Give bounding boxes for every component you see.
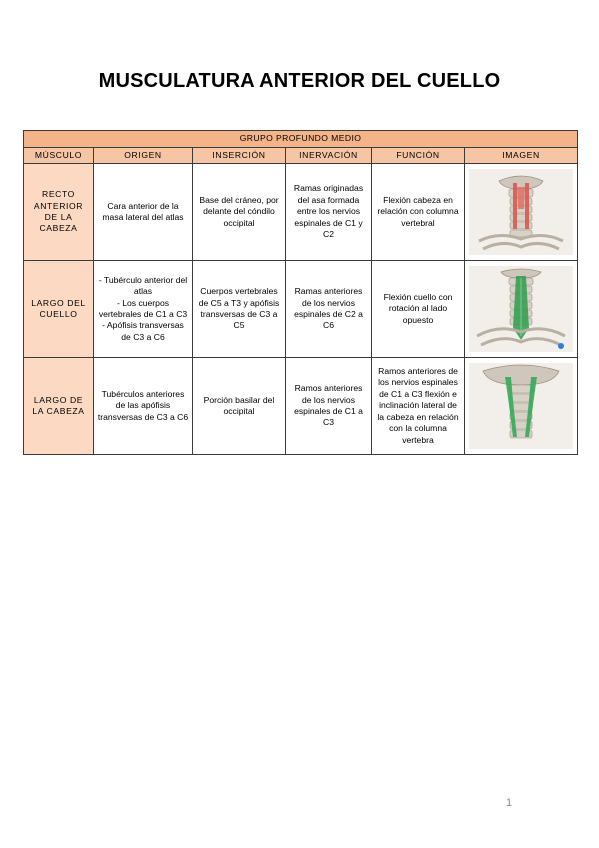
image-cell (465, 164, 578, 261)
innervation-cell: Ramas originadas del asa formada entre los nervios espinales de C1 y C2 (286, 164, 372, 261)
table-row (24, 358, 578, 455)
muscle-name-cell: LARGO DE LA CABEZA (24, 358, 94, 455)
origin-cell: Tubérculos anteriores de las apófisis transversas de C3 a C6 (94, 358, 193, 455)
column-header-origin: ORIGEN (94, 148, 193, 164)
origin-cell: - Tubérculo anterior del atlas - Los cuerpos vertebrales de C1 a C3 - Apófisis transversas de C3 a C6 (94, 261, 193, 358)
cervical-spine-anatomy-icon (469, 169, 573, 255)
column-header-row (24, 148, 578, 164)
table-row (24, 164, 578, 261)
column-header-insertion: INSERCIÓN (193, 148, 286, 164)
cervical-spine-anatomy-icon (469, 363, 573, 449)
innervation-cell: Ramas anteriores de los nervios espinales de C2 a C6 (286, 261, 372, 358)
cervical-spine-anatomy-icon (469, 266, 573, 352)
muscle-table (23, 130, 578, 455)
function-cell: Flexión cuello con rotación al lado opuesto (372, 261, 465, 358)
document-title: MUSCULATURA ANTERIOR DEL CUELLO (98, 70, 501, 92)
muscle-name-cell: RECTO ANTERIOR DE LA CABEZA (24, 164, 94, 261)
muscle-name-cell: LARGO DEL CUELLO (24, 261, 94, 358)
column-header-muscle: MÚSCULO (24, 148, 94, 164)
insertion-cell: Porción basilar del occipital (193, 358, 286, 455)
image-cell (465, 261, 578, 358)
page-number: 1 (506, 797, 513, 809)
group-header-row (24, 131, 578, 148)
column-header-innervation: INERVACIÓN (286, 148, 372, 164)
group-header: GRUPO PROFUNDO MEDIO (24, 131, 578, 148)
column-header-image: IMAGEN (465, 148, 578, 164)
innervation-cell: Ramos anteriores de los nervios espinales de C1 a C3 (286, 358, 372, 455)
column-header-function: FUNCIÓN (372, 148, 465, 164)
function-cell: Ramos anteriores de los nervios espinales de C1 a C3 flexión e inclinación lateral de la cabeza en relación con la columna vertebra (372, 358, 465, 455)
insertion-cell: Cuerpos vertebrales de C5 a T3 y apófisis transversas de C3 a C5 (193, 261, 286, 358)
image-cell (465, 358, 578, 455)
insertion-cell: Base del cráneo, por delante del cóndilo occipital (193, 164, 286, 261)
table-row (24, 261, 578, 358)
origin-cell: Cara anterior de la masa lateral del atlas (94, 164, 193, 261)
function-cell: Flexión cabeza en relación con columna vertebral (372, 164, 465, 261)
